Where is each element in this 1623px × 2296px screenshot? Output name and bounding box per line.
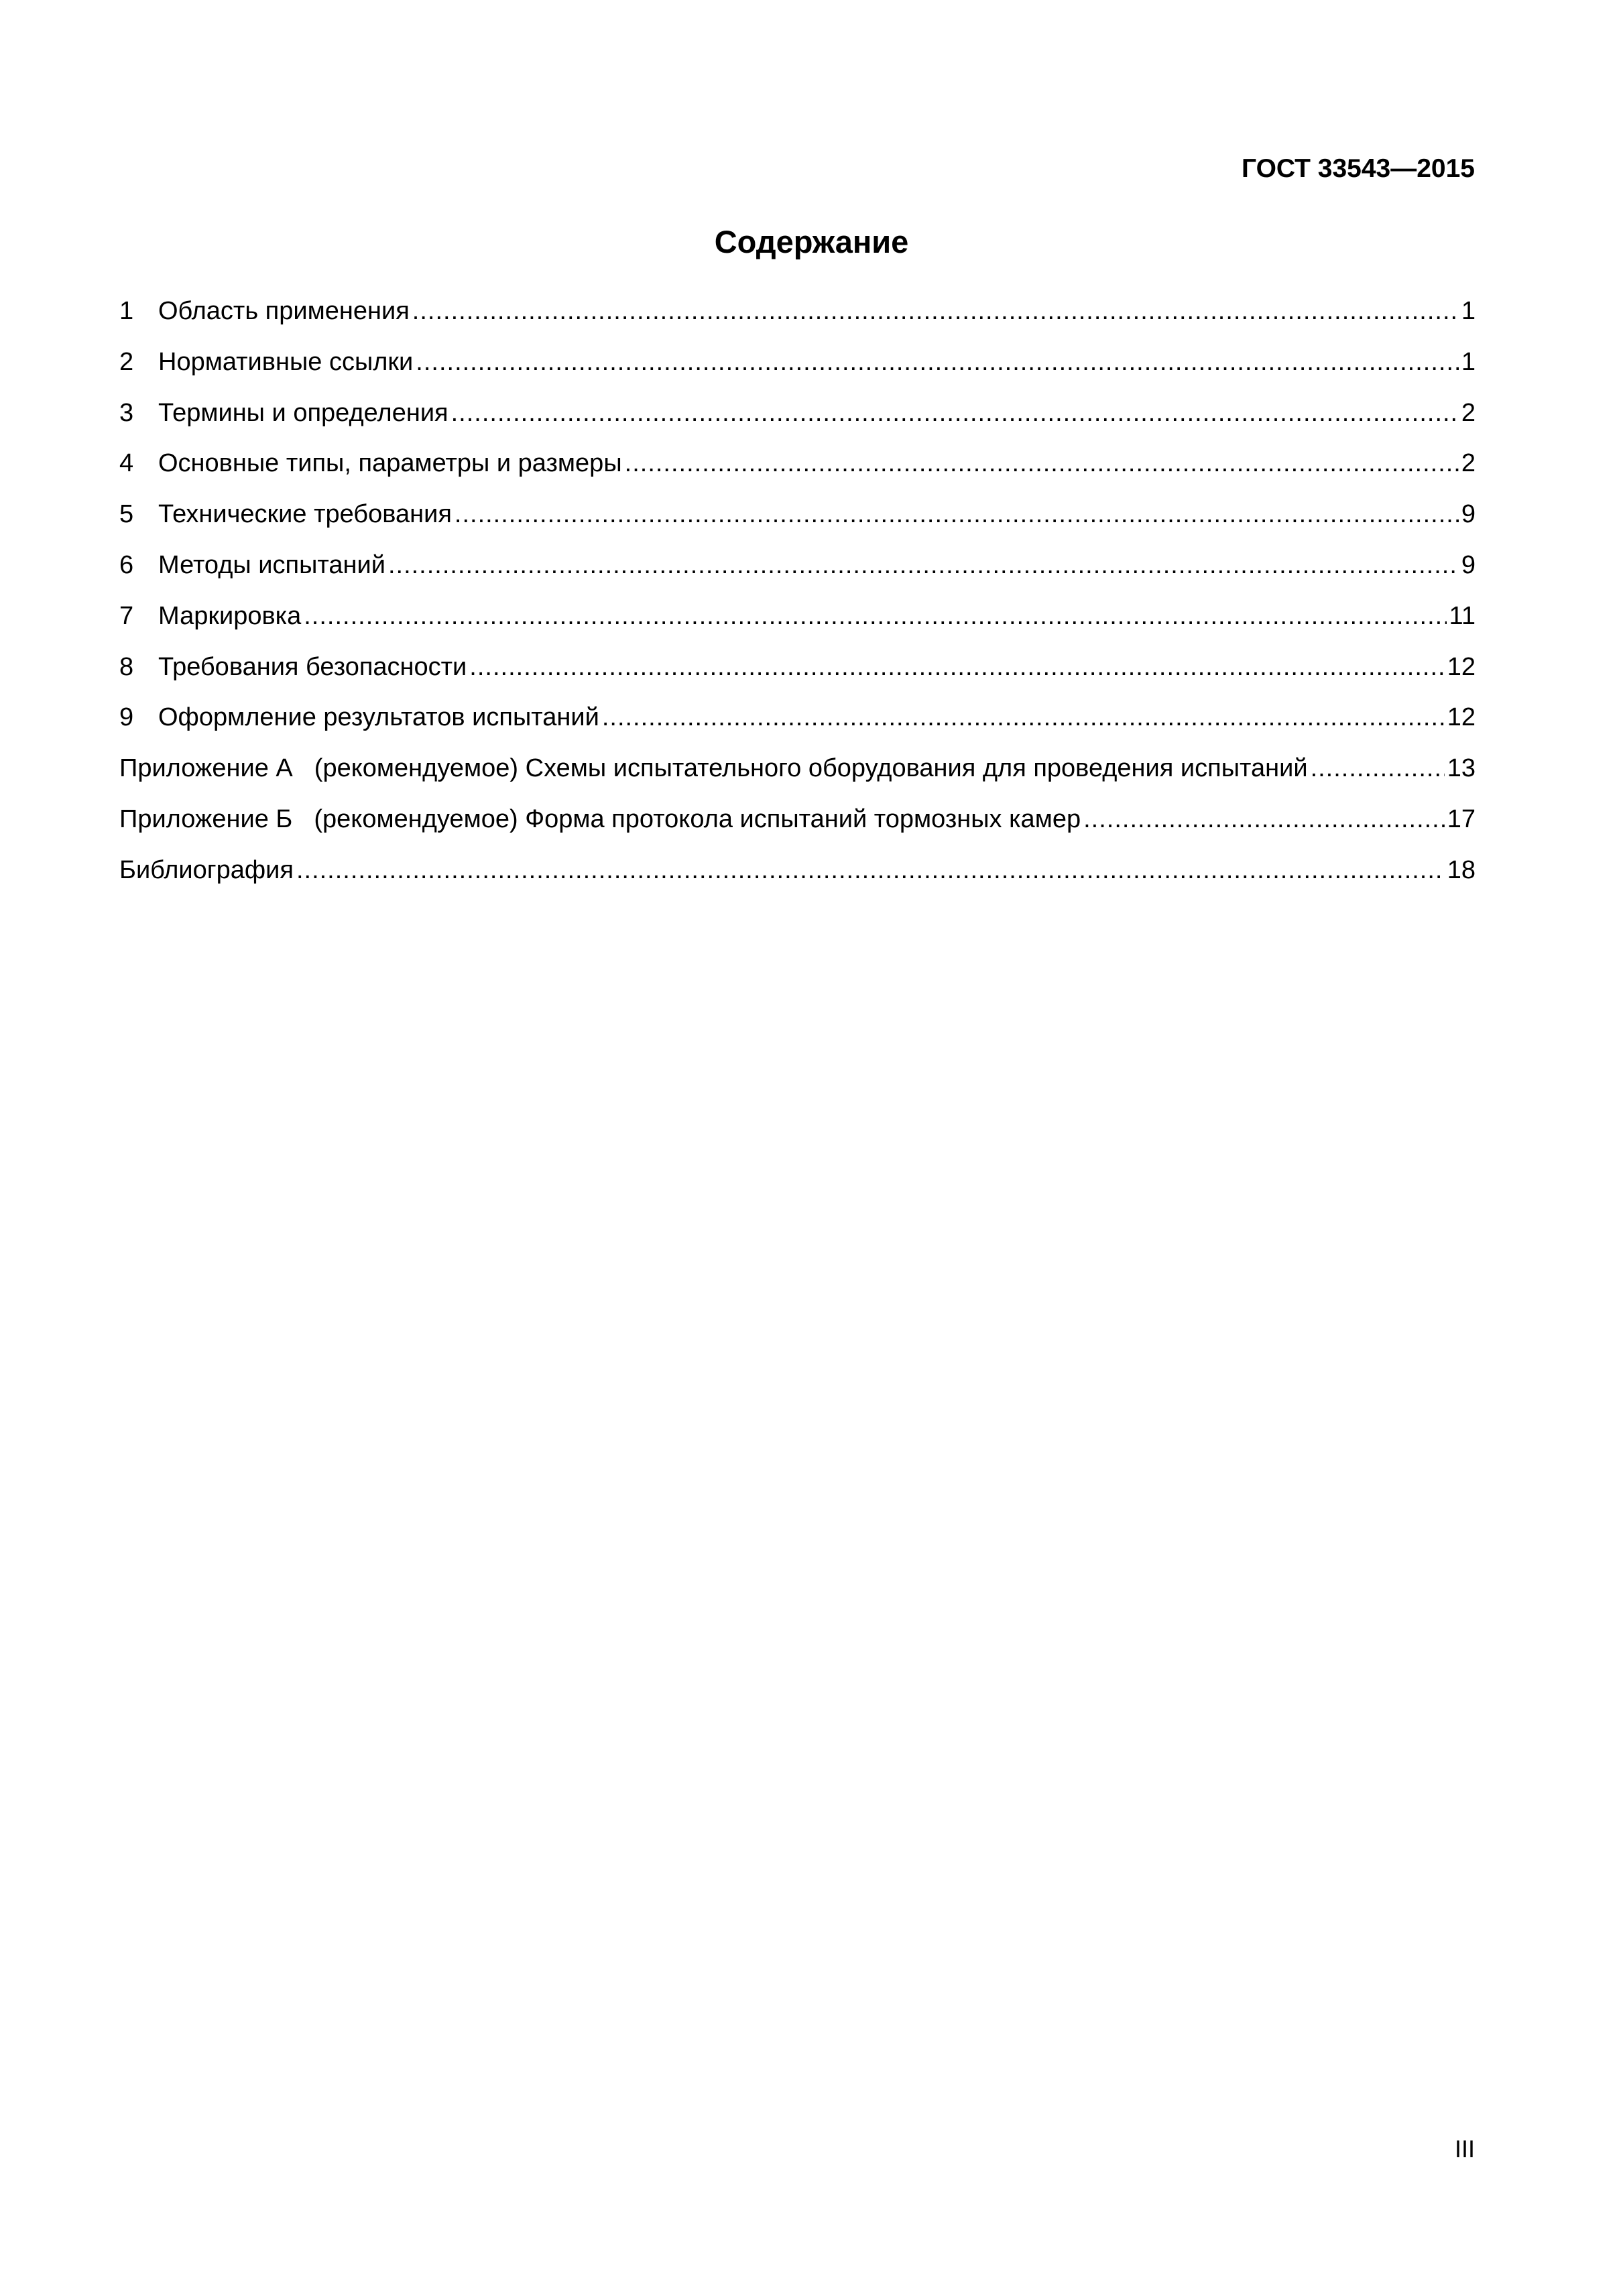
toc-entry-annex-label: Приложение А [119,754,293,783]
toc-entry-text [158,549,385,581]
toc-entry[interactable] [119,803,1476,854]
toc-entry-number: 2 [119,347,134,376]
toc-entry-text [158,651,467,683]
toc-entry-page: 18 [1447,855,1476,884]
toc-entry-title: Маркировка [158,601,302,630]
toc-entry[interactable] [119,549,1476,600]
toc-entry-number: 8 [119,652,134,681]
toc-dot-leader [1311,752,1445,784]
toc-entry-title: Библиография [119,855,294,884]
toc-entry-number: 7 [119,601,134,630]
toc-dot-leader [625,447,1459,479]
toc-entry-number: 1 [119,297,134,325]
toc-dot-leader [388,549,1459,581]
toc-entry-annex-label: Приложение Б [119,804,293,833]
toc-entry-page: 1 [1461,347,1476,376]
toc-entry-page: 17 [1447,804,1476,833]
toc-entry-title: (рекомендуемое) Форма протокола испытаний тормозных камер [314,804,1081,833]
toc-entry-title: Требования безопасности [158,652,467,681]
toc-entry[interactable] [119,447,1476,498]
toc-title: Содержание [714,224,909,259]
toc-entry-text [119,803,1081,835]
toc-entry-number: 4 [119,449,134,478]
toc-entry-title: Нормативные ссылки [158,347,414,376]
toc-entry-title: Оформление результатов испытаний [158,703,599,732]
toc-entry-number: 5 [119,500,134,529]
toc-entry-page: 2 [1461,398,1476,427]
toc-entry[interactable] [119,854,1476,905]
toc-entry-text [158,701,599,733]
toc-entry-text [158,295,410,327]
toc-entry[interactable] [119,752,1476,803]
toc-dot-leader [416,346,1459,378]
toc-entry-title: Технические требования [158,500,452,529]
toc-entry-page: 2 [1461,449,1476,478]
toc-entry-number: 3 [119,398,134,427]
toc-entry-page: 9 [1461,500,1476,529]
toc-entry-text [158,447,622,479]
toc-dot-leader [469,651,1444,683]
toc-dot-leader [412,295,1459,327]
toc-entry-text [119,752,1308,784]
toc-entry[interactable] [119,651,1476,702]
toc-entry-page: 12 [1447,703,1476,732]
toc-entry-text [158,397,448,429]
toc-entry-page: 11 [1449,601,1476,630]
toc-entry-number: 6 [119,550,134,579]
toc-entry-title: Область применения [158,297,410,325]
toc-entry-text [158,600,301,632]
toc-entry-page: 9 [1461,550,1476,579]
document-code: ГОСТ 33543—2015 [1242,154,1475,183]
toc-entry[interactable] [119,498,1476,549]
toc-entry-title: Основные типы, параметры и размеры [158,449,622,478]
toc-entry-text [158,346,413,378]
toc-entry[interactable] [119,346,1476,397]
toc-dot-leader [455,498,1459,530]
toc-entry-title: (рекомендуемое) Схемы испытательного оборудования для проведения испытаний [314,754,1308,783]
toc-entry[interactable] [119,397,1476,448]
toc-entry-title: Методы испытаний [158,550,385,579]
toc-entry[interactable] [119,295,1476,346]
toc-entry-page: 1 [1461,297,1476,325]
toc-dot-leader [602,701,1445,733]
page-number: III [1454,2135,1475,2163]
toc-dot-leader [304,600,1446,632]
toc-dot-leader [1083,803,1445,835]
toc-list [119,295,1476,905]
toc-entry-text [119,854,294,886]
toc-entry[interactable] [119,600,1476,651]
toc-entry[interactable] [119,701,1476,752]
toc-entry-number: 9 [119,703,134,732]
toc-entry-title: Термины и определения [158,398,448,427]
toc-entry-text [158,498,452,530]
toc-entry-page: 13 [1447,754,1476,783]
toc-entry-page: 12 [1447,652,1476,681]
toc-dot-leader [451,397,1459,429]
toc-dot-leader [296,854,1445,886]
